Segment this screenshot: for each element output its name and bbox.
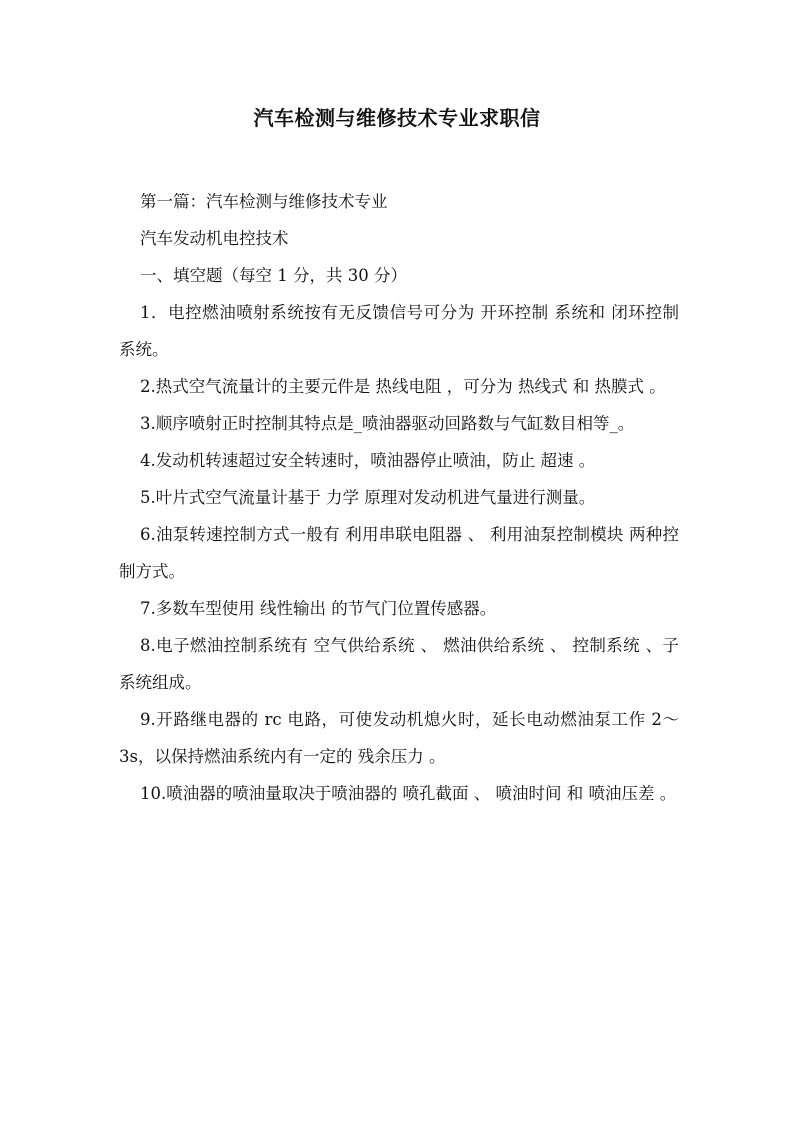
part-heading: 一、填空题（每空 1 分，共 30 分） (140, 266, 407, 285)
question-6: 6.油泵转速控制方式一般有 利用串联电阻器 、 利用油泵控制模块 两种控制方式。 (119, 525, 679, 581)
question-5: 5.叶片式空气流量计基于 力学 原理对发动机进气量进行测量。 (140, 488, 596, 507)
document-title: 汽车检测与维修技术专业求职信 (253, 106, 541, 130)
question-8: 8.电子燃油控制系统有 空气供给系统 、 燃油供给系统 、 控制系统 、子系统组成。 (119, 636, 679, 692)
question-2: 2.热式空气流量计的主要元件是 热线电阻 ，可分为 热线式 和 热膜式 。 (140, 377, 666, 396)
question-3: 3.顺序喷射正时控制其特点是_喷油器驱动回路数与气缸数目相等_。 (140, 414, 635, 433)
document-body (119, 183, 679, 812)
question-10: 10.喷油器的喷油量取决于喷油器的 喷孔截面 、 喷油时间 和 喷油压差 。 (140, 784, 677, 803)
question-9: 9.开路继电器的 rc 电路，可使发动机熄火时，延长电动燃油泵工作 2～3s，以保持燃油系统内有一定的 残余压力 。 (119, 710, 679, 766)
section-heading: 第一篇：汽车检测与维修技术专业 (140, 192, 388, 211)
question-1: 1．电控燃油喷射系统按有无反馈信号可分为 开环控制 系统和 闭环控制 系统。 (119, 303, 679, 359)
question-4: 4.发动机转速超过安全转速时，喷油器停止喷油，防止 超速 。 (140, 451, 596, 470)
question-7: 7.多数车型使用 线性输出 的节气门位置传感器。 (140, 599, 497, 618)
subject-line: 汽车发动机电控技术 (140, 229, 289, 248)
